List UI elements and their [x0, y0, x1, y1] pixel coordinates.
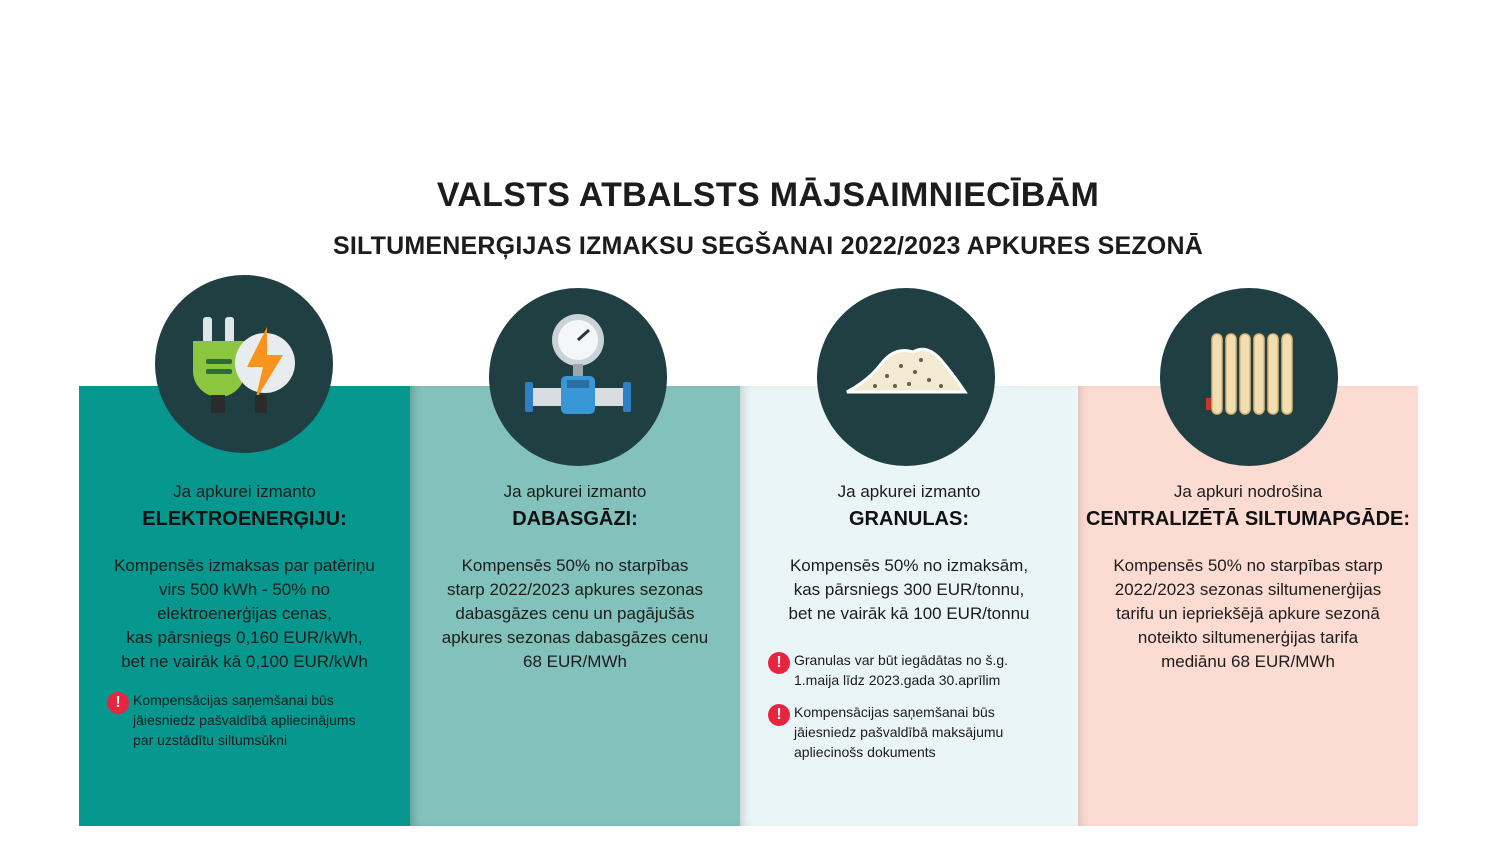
warning-note: ! Granulas var būt iegādātas no š.g. 1.maija līdz 2023.gada 30.aprīlim	[768, 650, 1064, 690]
column-body: Kompensēs 50% no starpības starp 2022/2023 apkures sezonas dabasgāzes cenu un pagājušās apkures sezonas dabasgāzes cenu 68 EUR/MWh	[441, 556, 709, 671]
column-lead: Ja apkuri nodrošina	[1173, 482, 1323, 501]
column-body: Kompensēs 50% no izmaksām, kas pārsniegs 300 EUR/tonnu, bet ne vairāk kā 100 EUR/tonnu	[788, 556, 1030, 623]
column-body: Kompensēs izmaksas par patēriņu virs 500 kWh - 50% no elektroenerģijas cenas, kas pārsniegs 0,160 EUR/kWh, bet ne vairāk kā 0,100 EUR/kWh	[114, 556, 375, 671]
plug-lightning-icon	[155, 275, 333, 453]
column-lead: Ja apkurei izmanto	[503, 482, 647, 501]
column-heading: GRANULAS:	[849, 508, 969, 530]
column-lead: Ja apkurei izmanto	[837, 482, 981, 501]
page-subtitle: SILTUMENERĢIJAS IZMAKSU SEGŠANAI 2022/2023 APKURES SEZONĀ	[333, 232, 1203, 260]
warning-note: ! Kompensācijas saņemšanai būs jāiesniedz pašvaldībā apliecinājums par uzstādītu siltumsūkni	[107, 690, 396, 750]
column-lead: Ja apkurei izmanto	[173, 482, 316, 501]
warning-icon: !	[107, 692, 129, 714]
warning-note: ! Kompensācijas saņemšanai būs jāiesniedz pašvaldībā maksājumu apliecinošs dokuments	[768, 702, 1064, 762]
gas-meter-pipe-icon	[489, 288, 667, 466]
pellet-pile-icon	[817, 288, 995, 466]
column-heading: DABASGĀZI:	[512, 508, 638, 530]
warning-icon: !	[768, 652, 790, 674]
warning-icon: !	[768, 704, 790, 726]
column-heading: CENTRALIZĒTĀ SILTUMAPGĀDE:	[1085, 508, 1411, 530]
column-body: Kompensēs 50% no starpības starp 2022/2023 sezonas siltumenerģijas tarifu un iepriekšējā apkure sezonā noteikto siltumenerģijas tarifa mediānu 68 EUR/MWh	[1113, 556, 1383, 671]
column-heading: ELEKTROENERĢIJU:	[142, 508, 347, 530]
page-title: VALSTS ATBALSTS MĀJSAIMNIECĪBĀM	[436, 176, 1100, 214]
radiator-icon	[1160, 288, 1338, 466]
